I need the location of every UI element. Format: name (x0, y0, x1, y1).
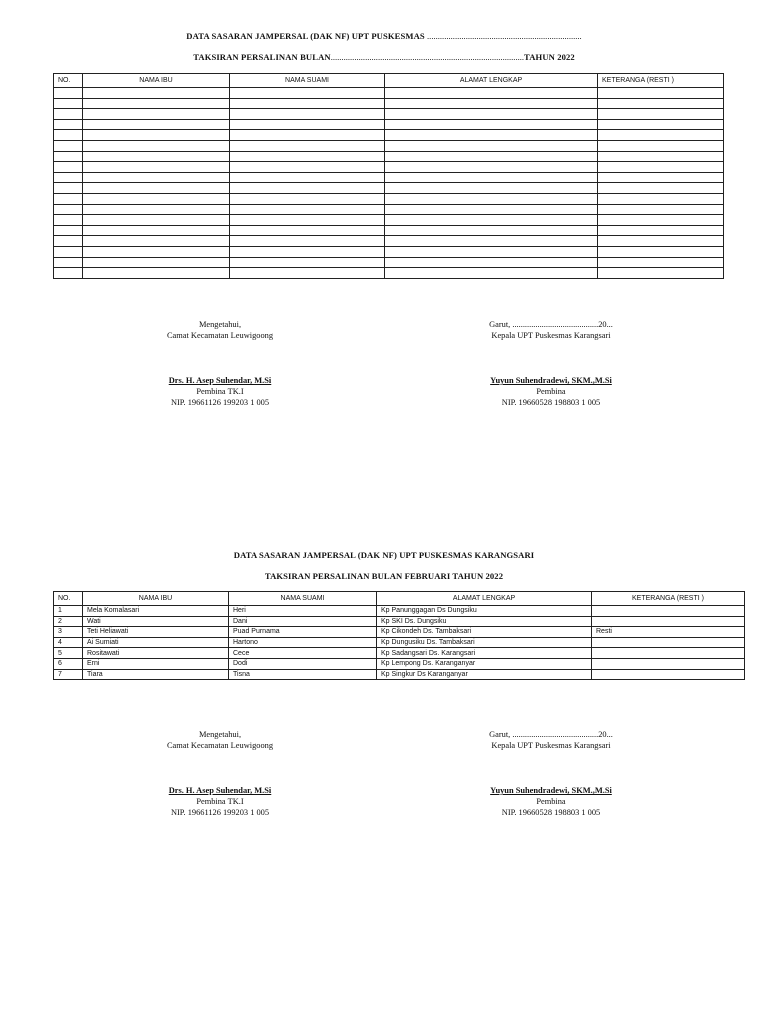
table-cell (230, 98, 385, 109)
kepala-position: Kepala UPT Puskesmas Karangsari (491, 331, 611, 340)
table-cell (592, 658, 745, 669)
table-cell: Kp Dungusiku Ds. Tambaksari (377, 637, 592, 648)
table-cell: Kp Sadangsari Ds. Karangsari (377, 648, 592, 659)
table-row (54, 658, 745, 669)
table-cell: Kp Cikondeh Ds. Tambaksari (377, 627, 592, 638)
table-cell (54, 109, 83, 120)
table-row (54, 193, 724, 204)
form1-signature-left (120, 319, 320, 408)
acknowledged-label: Mengetahui, (198, 730, 242, 739)
table-cell (230, 183, 385, 194)
table-cell (592, 637, 745, 648)
table-cell (54, 172, 83, 183)
column-header-keterangan: KETERANGA (RESTI ) (598, 74, 724, 88)
table-cell (598, 140, 724, 151)
table-cell: Cece (229, 648, 377, 659)
table-cell (83, 98, 230, 109)
table-cell (54, 268, 83, 279)
table-row (54, 88, 724, 99)
table-cell: 3 (54, 627, 83, 638)
table-cell (83, 236, 230, 247)
table-row (54, 669, 745, 680)
table-cell: Dani (229, 616, 377, 627)
table-cell (83, 172, 230, 183)
column-header-nama-ibu: NAMA IBU (83, 592, 229, 606)
table-cell (385, 193, 598, 204)
table-cell (54, 98, 83, 109)
table-cell: Mela Komalasari (83, 606, 229, 617)
table-cell (592, 616, 745, 627)
form1-title-line1 (0, 31, 768, 41)
table-cell (54, 225, 83, 236)
table-cell (230, 236, 385, 247)
table-row (54, 162, 724, 173)
kepala-rank: Pembina (536, 797, 566, 806)
table-cell: Rositawati (83, 648, 229, 659)
form2-signature-right (451, 729, 651, 818)
camat-position: Camat Kecamatan Leuwigoong (166, 331, 274, 340)
form2-table-body (54, 606, 745, 680)
table-cell (385, 130, 598, 141)
table-cell: Kp Singkur Ds Karanganyar (377, 669, 592, 680)
table-cell (83, 119, 230, 130)
table-row (54, 225, 724, 236)
column-header-nama-ibu: NAMA IBU (83, 74, 230, 88)
acknowledged-label: Mengetahui, (198, 320, 242, 329)
table-cell (83, 140, 230, 151)
table-row (54, 637, 745, 648)
table-cell (230, 172, 385, 183)
table-cell (385, 246, 598, 257)
table-cell (83, 183, 230, 194)
table-row (54, 140, 724, 151)
column-header-no: NO. (54, 74, 83, 88)
table-row (54, 109, 724, 120)
table-cell (54, 88, 83, 99)
table-cell: Ai Sumiati (83, 637, 229, 648)
table-cell (598, 193, 724, 204)
table-cell (230, 257, 385, 268)
table-cell: Teti Heliawati (83, 627, 229, 638)
table-cell (230, 246, 385, 257)
table-cell (54, 151, 83, 162)
table-cell (598, 172, 724, 183)
form2-header-row (54, 592, 745, 606)
kepala-name: Yuyun Suhendradewi, SKM.,M.Si (490, 376, 612, 385)
table-row (54, 204, 724, 215)
table-cell (54, 162, 83, 173)
table-cell (83, 88, 230, 99)
form1-header-row (54, 74, 724, 88)
kepala-nip: NIP. 19660528 198803 1 005 (501, 808, 601, 817)
place-date-line: Garut, .........................................20... (489, 730, 613, 739)
table-cell (83, 193, 230, 204)
table-cell: 5 (54, 648, 83, 659)
table-cell (598, 246, 724, 257)
table-row (54, 183, 724, 194)
table-row (54, 236, 724, 247)
table-cell (385, 236, 598, 247)
table-cell (83, 130, 230, 141)
form1-subtitle-suffix: TAHUN 2022 (524, 52, 575, 62)
table-cell (385, 109, 598, 120)
table-cell (385, 257, 598, 268)
table-cell (598, 225, 724, 236)
camat-rank: Pembina TK.I (196, 387, 244, 396)
table-cell (385, 204, 598, 215)
table-cell (385, 183, 598, 194)
kepala-rank: Pembina (536, 387, 566, 396)
table-cell (83, 257, 230, 268)
form1-subtitle-dots: .......................................................................................... (330, 52, 525, 62)
table-cell: 6 (54, 658, 83, 669)
table-cell (385, 172, 598, 183)
table-row (54, 268, 724, 279)
place-date-line: Garut, .........................................20... (489, 320, 613, 329)
camat-nip: NIP. 19661126 199203 1 005 (170, 398, 270, 407)
table-cell (385, 225, 598, 236)
table-cell: Kp SKI Ds. Dungsiku (377, 616, 592, 627)
column-header-alamat: ALAMAT LENGKAP (377, 592, 592, 606)
table-row (54, 606, 745, 617)
column-header-no: NO. (54, 592, 83, 606)
table-row (54, 257, 724, 268)
table-cell (385, 119, 598, 130)
camat-name: Drs. H. Asep Suhendar, M.Si (168, 376, 272, 385)
table-cell: Dodi (229, 658, 377, 669)
form1-subtitle-prefix: TAKSIRAN PERSALINAN BULAN (193, 52, 331, 62)
table-cell (230, 215, 385, 226)
table-cell (598, 257, 724, 268)
table-cell (230, 130, 385, 141)
table-cell: Resti (592, 627, 745, 638)
table-cell: Puad Purnama (229, 627, 377, 638)
table-cell (230, 268, 385, 279)
table-cell (598, 130, 724, 141)
table-cell (54, 257, 83, 268)
table-cell (83, 215, 230, 226)
form1-table-body (54, 88, 724, 279)
table-cell: Hartono (229, 637, 377, 648)
table-row (54, 98, 724, 109)
column-header-nama-suami: NAMA SUAMI (230, 74, 385, 88)
table-cell (54, 236, 83, 247)
table-row (54, 119, 724, 130)
table-cell (54, 215, 83, 226)
table-cell: Wati (83, 616, 229, 627)
column-header-keterangan: KETERANGA (RESTI ) (592, 592, 745, 606)
table-row (54, 616, 745, 627)
table-cell (230, 204, 385, 215)
table-cell (54, 246, 83, 257)
kepala-position: Kepala UPT Puskesmas Karangsari (491, 741, 611, 750)
table-cell (54, 119, 83, 130)
table-cell: Tisna (229, 669, 377, 680)
table-cell (598, 109, 724, 120)
table-cell (385, 140, 598, 151)
table-cell (385, 98, 598, 109)
table-cell (385, 268, 598, 279)
table-cell (230, 140, 385, 151)
table-cell (83, 109, 230, 120)
form2-title-line2: TAKSIRAN PERSALINAN BULAN FEBRUARI TAHUN 2022 (264, 571, 504, 581)
table-cell (598, 98, 724, 109)
form1-title-line2 (0, 52, 768, 62)
table-cell (54, 183, 83, 194)
table-cell (592, 669, 745, 680)
table-cell (54, 193, 83, 204)
table-cell (230, 162, 385, 173)
form1-title-text: DATA SASARAN JAMPERSAL (DAK NF) UPT PUSKESMAS (186, 31, 425, 41)
form1-title-dots: ........................................................................ (427, 31, 582, 41)
table-cell (230, 88, 385, 99)
table-cell (83, 204, 230, 215)
table-cell (598, 268, 724, 279)
table-cell: Kp Lempong Ds. Karanganyar (377, 658, 592, 669)
table-cell: Heri (229, 606, 377, 617)
form2-title-line1: DATA SASARAN JAMPERSAL (DAK NF) UPT PUSKESMAS KARANGSARI (233, 550, 535, 560)
table-cell: 2 (54, 616, 83, 627)
table-cell (230, 119, 385, 130)
table-row (54, 648, 745, 659)
table-cell (83, 268, 230, 279)
table-cell (592, 648, 745, 659)
camat-nip: NIP. 19661126 199203 1 005 (170, 808, 270, 817)
form1-table (53, 73, 724, 279)
table-cell (230, 225, 385, 236)
kepala-nip: NIP. 19660528 198803 1 005 (501, 398, 601, 407)
table-cell (83, 162, 230, 173)
table-cell: Kp Panunggagan Ds Dungsiku (377, 606, 592, 617)
table-cell (230, 193, 385, 204)
table-row (54, 215, 724, 226)
table-cell (385, 162, 598, 173)
kepala-name: Yuyun Suhendradewi, SKM.,M.Si (490, 786, 612, 795)
table-cell (83, 246, 230, 257)
table-row (54, 246, 724, 257)
table-cell (385, 215, 598, 226)
column-header-nama-suami: NAMA SUAMI (229, 592, 377, 606)
table-cell (83, 225, 230, 236)
camat-rank: Pembina TK.I (196, 797, 244, 806)
table-row (54, 627, 745, 638)
table-cell (385, 88, 598, 99)
table-cell (54, 204, 83, 215)
table-cell: 4 (54, 637, 83, 648)
column-header-alamat: ALAMAT LENGKAP (385, 74, 598, 88)
form1-signature-right (451, 319, 651, 408)
table-cell (598, 88, 724, 99)
table-cell (598, 236, 724, 247)
table-cell (598, 162, 724, 173)
table-cell (230, 151, 385, 162)
table-cell (230, 109, 385, 120)
table-cell: Tiara (83, 669, 229, 680)
table-row (54, 130, 724, 141)
table-cell (598, 215, 724, 226)
table-cell: 1 (54, 606, 83, 617)
camat-position: Camat Kecamatan Leuwigoong (166, 741, 274, 750)
table-cell: Erni (83, 658, 229, 669)
table-cell (598, 151, 724, 162)
form2-signature-left (120, 729, 320, 818)
table-cell (385, 151, 598, 162)
table-row (54, 151, 724, 162)
table-cell: 7 (54, 669, 83, 680)
table-cell (598, 204, 724, 215)
table-cell (598, 183, 724, 194)
table-cell (592, 606, 745, 617)
table-cell (54, 130, 83, 141)
table-row (54, 172, 724, 183)
form2-table (53, 591, 745, 680)
camat-name: Drs. H. Asep Suhendar, M.Si (168, 786, 272, 795)
table-cell (598, 119, 724, 130)
table-cell (83, 151, 230, 162)
table-cell (54, 140, 83, 151)
